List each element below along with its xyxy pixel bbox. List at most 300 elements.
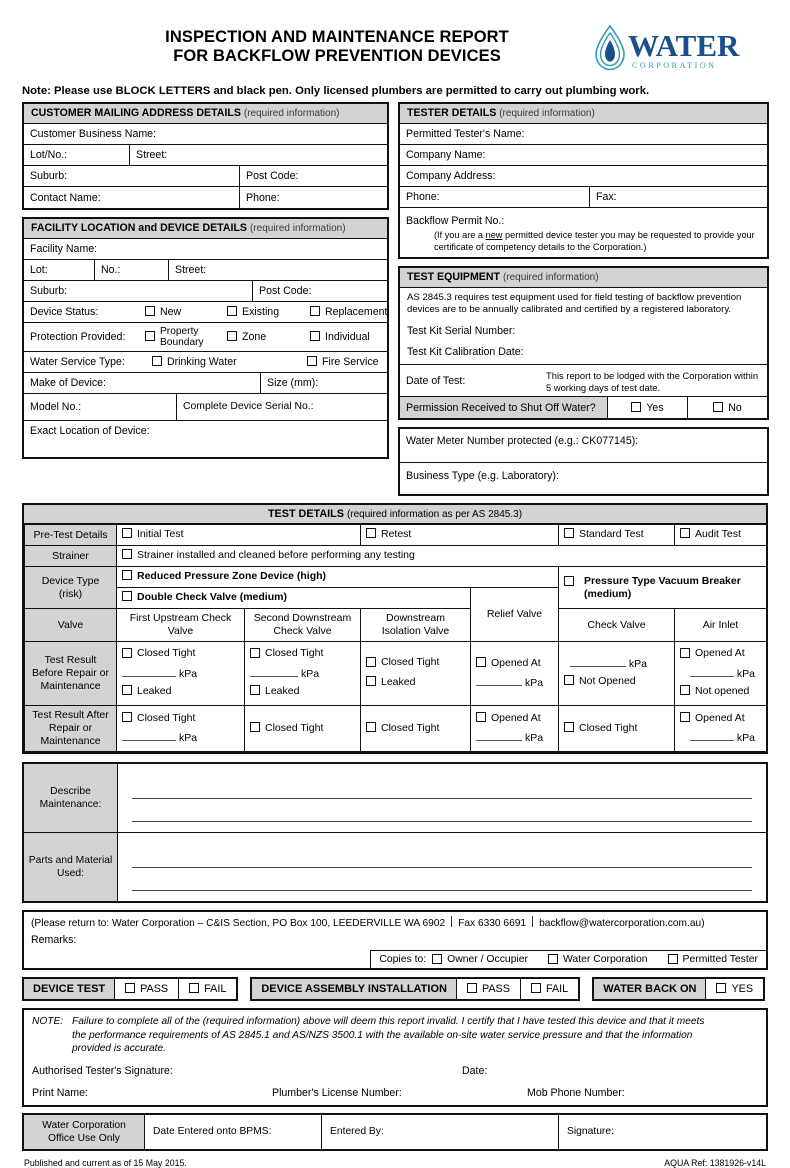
before-sd-leaked[interactable] xyxy=(250,683,299,700)
water-service-option-drinking[interactable] xyxy=(146,352,301,372)
valve-label: Valve xyxy=(25,609,117,642)
permission-yes-label: Yes xyxy=(646,401,664,414)
customer-business-name-label: Customer Business Name: xyxy=(30,128,156,140)
facility-name-label: Facility Name: xyxy=(30,243,98,255)
strainer-label: Strainer xyxy=(25,546,117,567)
checkbox-icon[interactable] xyxy=(668,954,678,964)
test-details-heading-text: TEST DETAILS xyxy=(267,508,344,520)
permit-note-pre: (If you are a xyxy=(434,230,486,240)
before-di-leaked[interactable] xyxy=(366,674,415,691)
customer-suburb-label: Suburb: xyxy=(30,170,68,182)
checkbox-icon[interactable] xyxy=(145,306,155,316)
date-of-test-row[interactable] xyxy=(400,365,767,397)
after-sd-closed-tight[interactable] xyxy=(250,722,323,734)
before-ai-not-opened[interactable] xyxy=(680,683,749,700)
after-fu-closed-tight[interactable] xyxy=(122,710,195,727)
pre-test-audit-label: Audit Test xyxy=(695,528,741,540)
checkbox-icon[interactable] xyxy=(564,528,574,538)
facility-suburb-postcode-row[interactable] xyxy=(24,281,387,302)
before-cv-kpa-unit: kPa xyxy=(628,657,648,670)
protection-zone-label: Zone xyxy=(242,331,267,343)
protection-provided-label: Protection Provided: xyxy=(30,331,126,343)
checkbox-icon[interactable] xyxy=(152,356,162,366)
test-result-before-label: Test Result Before Repair or Maintenance xyxy=(25,642,117,706)
tester-company-name-label: Company Name: xyxy=(406,149,486,161)
before-fu-kpa[interactable] xyxy=(122,665,239,683)
value-blank-line[interactable] xyxy=(250,665,298,677)
before-rv-kpa[interactable] xyxy=(476,674,553,692)
before-air-inlet-cell[interactable] xyxy=(675,642,767,706)
water-back-on-yes[interactable] xyxy=(705,979,763,999)
customer-lot-street-row[interactable] xyxy=(24,145,387,166)
valve-header-row xyxy=(25,609,767,642)
protection-option-property-boundary[interactable] xyxy=(139,323,221,351)
meter-business-section xyxy=(398,427,769,496)
protection-individual-label: Individual xyxy=(325,331,370,343)
before-di-leaked-label: Leaked xyxy=(381,675,416,688)
device-test-fail-label: FAIL xyxy=(204,983,227,995)
authorised-signature-label[interactable]: Authorised Tester's Signature: xyxy=(32,1064,173,1077)
right-column xyxy=(398,102,769,496)
facility-heading-required: (required information) xyxy=(249,223,346,234)
return-fax: Fax 6330 6691 xyxy=(458,918,527,929)
after-fu-kpa[interactable] xyxy=(122,729,239,747)
copies-to-label: Copies to: xyxy=(379,954,427,965)
declaration-section xyxy=(0,1008,790,1107)
device-dcv-label: Double Check Valve (medium) xyxy=(137,591,287,603)
device-status-option-new[interactable] xyxy=(139,302,221,322)
after-rv-kpa-unit: kPa xyxy=(525,732,544,745)
before-cv-not-opened-label: Not Opened xyxy=(579,674,636,687)
copies-owner-label: Owner / Occupier xyxy=(447,954,529,965)
water-service-type-row xyxy=(24,352,387,373)
before-rv-opened-at-label: Opened At xyxy=(491,656,541,669)
page-footer xyxy=(0,1151,790,1168)
protection-option-zone[interactable] xyxy=(221,323,304,351)
test-kit-serial-number-label[interactable]: Test Kit Serial Number: xyxy=(407,325,516,337)
test-result-before-row xyxy=(25,642,767,706)
checkbox-icon[interactable] xyxy=(680,685,690,695)
checkbox-icon[interactable] xyxy=(564,722,574,732)
office-use-section xyxy=(0,1113,790,1151)
test-result-after-row xyxy=(25,706,767,752)
write-line[interactable] xyxy=(132,845,752,868)
before-di-closed-tight[interactable] xyxy=(366,654,439,671)
checkbox-icon[interactable] xyxy=(227,306,237,316)
after-rv-kpa[interactable] xyxy=(476,729,553,747)
test-details-section xyxy=(0,503,790,754)
before-first-upstream-cell[interactable] xyxy=(117,642,245,706)
checkbox-icon[interactable] xyxy=(122,712,132,722)
before-relief-valve-cell[interactable] xyxy=(471,642,559,706)
exact-location-row[interactable] xyxy=(24,421,387,457)
after-first-upstream-cell[interactable] xyxy=(117,706,245,752)
water-meter-label: Water Meter Number protected (e.g.: CK077145): xyxy=(406,435,639,447)
device-rpzd-label: Reduced Pressure Zone Device (high) xyxy=(137,570,327,582)
device-test-fail[interactable] xyxy=(178,979,236,999)
customer-contact-phone-row[interactable] xyxy=(24,187,387,208)
after-fu-kpa-unit: kPa xyxy=(179,732,198,745)
checkbox-icon[interactable] xyxy=(631,402,641,412)
checkbox-icon[interactable] xyxy=(680,528,690,538)
checkbox-icon[interactable] xyxy=(250,685,260,695)
before-sd-closed-tight-label: Closed Tight xyxy=(265,647,324,659)
divider xyxy=(532,916,533,927)
date-entered-bpms-label[interactable]: Date Entered onto BPMS: xyxy=(144,1115,321,1149)
lodge-note: This report to be lodged with the Corporation within 5 working days of test date. xyxy=(546,370,759,393)
pre-test-option-retest[interactable] xyxy=(361,525,559,546)
checkbox-icon[interactable] xyxy=(122,648,132,658)
before-cv-not-opened[interactable] xyxy=(564,673,636,690)
checkbox-icon[interactable] xyxy=(189,983,199,993)
before-rv-kpa-unit: kPa xyxy=(525,677,544,690)
device-option-ptvb[interactable] xyxy=(559,567,767,609)
model-serial-row[interactable] xyxy=(24,394,387,421)
assembly-pass-label: PASS xyxy=(481,983,510,995)
before-ai-opened-at[interactable] xyxy=(680,645,745,662)
checkbox-icon[interactable] xyxy=(122,549,132,559)
permission-option-no[interactable] xyxy=(687,397,767,418)
mobile-phone-label[interactable]: Mob Phone Number: xyxy=(527,1086,625,1099)
before-rv-opened-at[interactable] xyxy=(476,655,541,672)
after-check-valve-cell[interactable] xyxy=(559,706,675,752)
permission-shut-off-row xyxy=(400,397,767,418)
strainer-row xyxy=(25,546,767,567)
permission-option-yes[interactable] xyxy=(607,397,687,418)
valve-col-relief-valve: Relief Valve xyxy=(471,588,559,642)
protection-property-boundary-label: Property Boundary xyxy=(160,326,204,348)
parts-material-label: Parts and Material Used: xyxy=(24,833,118,901)
after-air-inlet-cell[interactable] xyxy=(675,706,767,752)
water-service-fire-label: Fire Service xyxy=(322,356,379,368)
tester-phone-fax-row[interactable] xyxy=(400,187,767,208)
device-option-dcv[interactable] xyxy=(117,588,471,609)
write-line[interactable] xyxy=(132,868,752,891)
facility-section-heading xyxy=(24,219,387,239)
backflow-permit-row[interactable] xyxy=(400,208,767,257)
test-equipment-section xyxy=(398,266,769,420)
copies-option-watercorp[interactable] xyxy=(548,954,648,965)
checkbox-icon[interactable] xyxy=(366,528,376,538)
office-use-only-label: Water Corporation Office Use Only xyxy=(24,1115,144,1149)
after-ai-kpa[interactable] xyxy=(680,729,761,747)
device-option-rpzd[interactable] xyxy=(117,567,559,588)
device-type-subtitle: (risk) xyxy=(58,587,83,600)
assembly-fail[interactable] xyxy=(520,979,578,999)
make-size-row[interactable] xyxy=(24,373,387,394)
water-back-on-label: WATER BACK ON xyxy=(594,979,705,999)
equipment-heading-required: (required information) xyxy=(502,272,599,283)
maintenance-section xyxy=(0,762,790,903)
before-check-valve-cell[interactable] xyxy=(559,642,675,706)
water-corporation-logo xyxy=(592,22,768,74)
pre-test-initial-label: Initial Test xyxy=(137,528,184,540)
signature-row xyxy=(32,1065,758,1077)
value-blank-line[interactable] xyxy=(570,655,626,667)
before-fu-closed-tight[interactable] xyxy=(122,645,195,662)
title-line-2: FOR BACKFLOW PREVENTION DEVICES xyxy=(173,47,501,65)
checkbox-icon[interactable] xyxy=(366,722,376,732)
customer-lot-no-label: Lot/No.: xyxy=(30,149,68,161)
tester-section-heading xyxy=(400,104,767,124)
footer-aqua-ref: AQUA Ref: 1381926-v14L xyxy=(664,1157,766,1168)
test-details-table xyxy=(24,524,767,752)
date-of-test-label: Date of Test: xyxy=(406,374,466,387)
valve-col-check-valve: Check Valve xyxy=(559,609,675,642)
facility-post-code-label: Post Code: xyxy=(252,281,387,301)
checkbox-icon[interactable] xyxy=(122,570,132,580)
device-test-label: DEVICE TEST xyxy=(24,979,114,999)
pre-test-option-initial[interactable] xyxy=(117,525,361,546)
value-blank-line[interactable] xyxy=(122,729,176,741)
tester-company-address-row[interactable] xyxy=(400,166,767,187)
checkbox-icon[interactable] xyxy=(122,591,132,601)
checkbox-icon[interactable] xyxy=(250,648,260,658)
checkbox-icon[interactable] xyxy=(307,356,317,366)
water-back-on-yes-label: YES xyxy=(731,983,754,995)
after-fu-closed-tight-label: Closed Tight xyxy=(137,711,196,724)
before-sd-closed-tight[interactable] xyxy=(250,645,323,662)
tester-details-section xyxy=(398,102,769,259)
value-blank-line[interactable] xyxy=(476,729,522,741)
after-ai-opened-at-label: Opened At xyxy=(695,711,745,724)
facility-no-label: No.: xyxy=(94,260,168,280)
customer-contact-name-label: Contact Name: xyxy=(30,191,101,204)
after-ai-kpa-unit: kPa xyxy=(736,732,756,745)
before-second-downstream-cell[interactable] xyxy=(245,642,361,706)
protection-provided-row xyxy=(24,323,387,352)
value-blank-line[interactable] xyxy=(476,674,522,686)
device-type-rpzd-row xyxy=(25,567,767,588)
after-downstream-isolation-cell[interactable] xyxy=(361,706,471,752)
assembly-pass[interactable] xyxy=(456,979,520,999)
business-type-label: Business Type (e.g. Laboratory): xyxy=(406,470,559,482)
checkbox-icon[interactable] xyxy=(125,983,135,993)
checkbox-icon[interactable] xyxy=(476,712,486,722)
facility-name-row[interactable] xyxy=(24,239,387,260)
footer-published: Published and current as of 15 May 2015. xyxy=(24,1157,187,1168)
checkbox-icon[interactable] xyxy=(680,648,690,658)
checkbox-icon[interactable] xyxy=(432,954,442,964)
permission-question-label: Permission Received to Shut Off Water? xyxy=(406,401,596,414)
device-status-new-label: New xyxy=(160,306,182,318)
after-cv-closed-tight[interactable] xyxy=(564,722,637,734)
value-blank-line[interactable] xyxy=(690,729,734,741)
before-fu-leaked[interactable] xyxy=(122,683,171,700)
tester-name-row[interactable] xyxy=(400,124,767,145)
copies-option-tester[interactable] xyxy=(668,954,758,965)
equipment-standard-note: AS 2845.3 requires test equipment used for field testing of backflow prevention devices are to be annually calibrated and certified by a registered laboratory. xyxy=(407,292,742,315)
write-line[interactable] xyxy=(132,799,752,822)
facility-suburb-label: Suburb: xyxy=(30,285,68,297)
customer-suburb-postcode-row[interactable] xyxy=(24,166,387,187)
tester-phone-label: Phone: xyxy=(406,191,440,203)
valve-col-second-downstream: Second Downstream Check Valve xyxy=(245,609,361,642)
office-signature-label[interactable]: Signature: xyxy=(558,1115,766,1149)
device-status-option-existing[interactable] xyxy=(221,302,304,322)
valve-col-downstream-isolation: Downstream Isolation Valve xyxy=(361,609,471,642)
after-ai-opened-at[interactable] xyxy=(680,710,745,727)
protection-option-individual[interactable] xyxy=(304,323,387,351)
customer-mailing-address-section xyxy=(22,102,389,210)
return-section xyxy=(0,910,790,970)
value-blank-line[interactable] xyxy=(690,665,734,677)
water-drop-icon xyxy=(596,26,624,70)
checkbox-icon[interactable] xyxy=(310,306,320,316)
print-name-label[interactable]: Print Name: xyxy=(32,1086,88,1099)
before-sd-leaked-label: Leaked xyxy=(265,684,300,697)
checkbox-icon[interactable] xyxy=(250,722,260,732)
checkbox-icon[interactable] xyxy=(476,657,486,667)
device-ptvb-label: Pressure Type Vacuum Breaker (medium) xyxy=(584,574,741,600)
device-test-pass-label: PASS xyxy=(140,983,169,995)
customer-section-heading xyxy=(24,104,387,124)
pre-test-details-row xyxy=(25,525,767,546)
page-title xyxy=(22,22,592,66)
pre-test-label: Pre-Test Details xyxy=(25,525,117,546)
facility-street-label: Street: xyxy=(168,260,387,280)
logo-svg xyxy=(592,24,768,74)
customer-business-name-row[interactable] xyxy=(24,124,387,145)
water-service-type-label: Water Service Type: xyxy=(30,356,125,368)
plumbers-licence-label[interactable]: Plumber's License Number: xyxy=(272,1086,402,1099)
after-second-downstream-cell[interactable] xyxy=(245,706,361,752)
declaration-note xyxy=(32,1015,758,1056)
test-details-box xyxy=(22,503,768,754)
after-rv-opened-at[interactable] xyxy=(476,710,541,727)
device-test-pass[interactable] xyxy=(114,979,178,999)
tester-heading-text: TESTER DETAILS xyxy=(407,107,497,119)
equipment-heading-text: TEST EQUIPMENT xyxy=(407,271,500,283)
parts-material-row xyxy=(24,833,766,901)
copies-watercorp-label: Water Corporation xyxy=(563,954,648,965)
assembly-installation-group xyxy=(250,977,580,1001)
checkbox-icon[interactable] xyxy=(227,331,237,341)
block-letters-note: Note: Please use BLOCK LETTERS and black pen. Only licensed plumbers are permitted to carry out plumbing work. xyxy=(22,85,650,97)
left-column xyxy=(22,102,389,459)
before-cv-kpa[interactable] xyxy=(564,655,669,673)
model-no-label: Model No.: xyxy=(30,401,82,413)
permit-note-underlined: new xyxy=(485,230,503,240)
make-of-device-label: Make of Device: xyxy=(30,377,106,389)
before-ai-opened-at-label: Opened At xyxy=(695,647,745,659)
checkbox-icon[interactable] xyxy=(531,983,541,993)
parts-material-input[interactable] xyxy=(118,833,766,901)
checkbox-icon[interactable] xyxy=(467,983,477,993)
describe-maintenance-label: Describe Maintenance: xyxy=(24,764,118,832)
before-sd-kpa[interactable] xyxy=(250,665,355,683)
before-fu-kpa-unit: kPa xyxy=(179,667,198,680)
device-status-option-replacement[interactable] xyxy=(304,302,393,322)
checkbox-icon[interactable] xyxy=(713,402,723,412)
exact-location-label: Exact Location of Device: xyxy=(30,425,150,437)
before-downstream-isolation-cell[interactable] xyxy=(361,642,471,706)
pass-fail-bar xyxy=(0,977,790,1001)
declaration-note-lead: NOTE: xyxy=(32,1016,64,1027)
water-meter-row[interactable] xyxy=(400,429,767,463)
describe-maintenance-row xyxy=(24,764,766,833)
describe-maintenance-input[interactable] xyxy=(118,764,766,832)
equipment-section-heading xyxy=(400,268,767,288)
declaration-note-line2: the performance requirements of AS 2845.1 and AS/NZS 3500.1 with the available on-site water service pressure and that the information xyxy=(72,1029,693,1041)
value-blank-line[interactable] xyxy=(122,665,176,677)
copies-row xyxy=(24,950,766,968)
office-use-box xyxy=(22,1113,768,1151)
business-type-row[interactable] xyxy=(400,463,767,494)
tester-company-name-row[interactable] xyxy=(400,145,767,166)
test-kit-calibration-date-label[interactable]: Test Kit Calibration Date: xyxy=(400,339,767,365)
checkbox-icon[interactable] xyxy=(122,685,132,695)
facility-lot-no-street-row[interactable] xyxy=(24,260,387,281)
permission-no-label: No xyxy=(728,401,742,414)
after-relief-valve-cell[interactable] xyxy=(471,706,559,752)
customer-phone-label: Phone: xyxy=(239,187,387,208)
copies-option-owner[interactable] xyxy=(432,954,528,965)
checkbox-icon[interactable] xyxy=(716,983,726,993)
tester-fax-label: Fax: xyxy=(589,187,767,207)
before-fu-leaked-label: Leaked xyxy=(137,684,172,697)
checkbox-icon[interactable] xyxy=(680,712,690,722)
entered-by-label[interactable]: Entered By: xyxy=(321,1115,558,1149)
water-service-drinking-label: Drinking Water xyxy=(167,356,237,368)
test-details-heading xyxy=(24,505,766,524)
checkbox-icon[interactable] xyxy=(310,331,320,341)
strainer-option[interactable] xyxy=(117,546,767,567)
assembly-fail-label: FAIL xyxy=(545,983,569,995)
facility-heading-text: FACILITY LOCATION and DEVICE DETAILS xyxy=(31,222,248,234)
before-ai-not-opened-label: Not opened xyxy=(695,684,750,697)
write-line[interactable] xyxy=(132,776,752,799)
checkbox-icon[interactable] xyxy=(145,331,155,341)
device-type-label xyxy=(25,567,117,609)
logo-subtext: CORPORATION xyxy=(632,61,717,70)
before-ai-kpa-unit: kPa xyxy=(736,667,756,680)
pre-test-standard-label: Standard Test xyxy=(579,528,644,540)
after-sd-closed-tight-label: Closed Tight xyxy=(265,721,324,734)
checkbox-icon[interactable] xyxy=(366,657,376,667)
checkbox-icon[interactable] xyxy=(366,676,376,686)
checkbox-icon[interactable] xyxy=(122,528,132,538)
checkbox-icon[interactable] xyxy=(564,675,574,685)
pre-test-option-audit[interactable] xyxy=(675,525,767,546)
tester-company-address-label: Company Address: xyxy=(406,170,496,182)
remarks-label[interactable]: Remarks: xyxy=(31,934,77,946)
strainer-text: Strainer installed and cleaned before performing any testing xyxy=(137,549,415,561)
return-address-text: (Please return to: Water Corporation – C&IS Section, PO Box 100, LEEDERVILLE WA 6902 xyxy=(31,918,446,929)
test-details-heading-required: (required information as per AS 2845.3) xyxy=(346,509,523,520)
device-status-replacement-label: Replacement xyxy=(325,306,388,318)
after-di-closed-tight[interactable] xyxy=(366,722,439,734)
signature-date-label[interactable]: Date: xyxy=(462,1064,488,1077)
pre-test-retest-label: Retest xyxy=(381,528,412,540)
return-address-line xyxy=(24,912,766,931)
device-type-title: Device Type xyxy=(41,574,100,587)
before-fu-closed-tight-label: Closed Tight xyxy=(137,647,196,659)
assembly-installation-label: DEVICE ASSEMBLY INSTALLATION xyxy=(252,979,456,999)
backflow-permit-label: Backflow Permit No.: xyxy=(406,215,505,227)
declaration-note-line1: Failure to complete all of the (required information) above will deem this report invalid. I certify that I have tested this device and that it meets xyxy=(71,1016,705,1027)
water-service-option-fire[interactable] xyxy=(301,352,387,372)
device-test-group xyxy=(22,977,238,1001)
facility-location-section xyxy=(22,217,389,459)
permit-note-post: permitted device tester you may be requested to provide your certificate of competency details to the Corporation.) xyxy=(434,230,755,252)
pre-test-option-standard[interactable] xyxy=(559,525,675,546)
before-ai-kpa[interactable] xyxy=(680,665,761,683)
checkbox-icon[interactable] xyxy=(564,576,574,586)
checkbox-icon[interactable] xyxy=(548,954,558,964)
divider xyxy=(451,916,452,927)
copies-tester-label: Permitted Tester xyxy=(682,954,758,965)
